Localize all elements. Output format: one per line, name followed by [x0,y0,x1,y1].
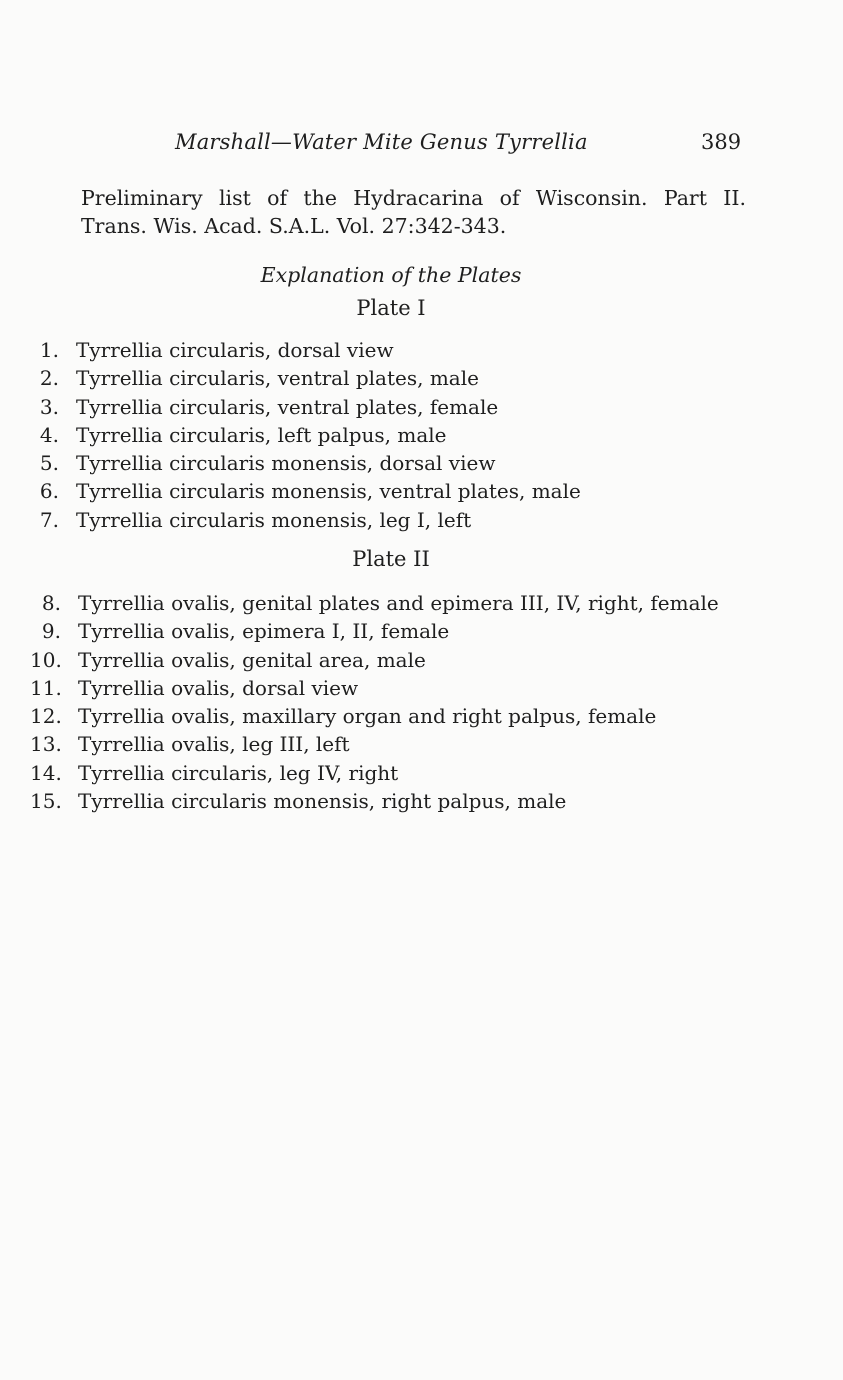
running-title: Marshall—Water Mite Genus Tyrrellia [175,130,588,154]
item-number: 4. [39,422,59,447]
reference-entry [81,184,746,240]
reference-line-2: Trans. Wis. Acad. S.A.L. Vol. 27:342-343. [81,214,507,238]
list-item [30,506,750,534]
section-title: Explanation of the Plates [260,263,522,287]
item-text: Tyrrellia ovalis, leg III, left [78,732,350,757]
list-item [30,759,750,787]
list-item [30,393,750,421]
item-number: 11. [30,675,62,700]
item-text: Tyrrellia ovalis, dorsal view [78,675,359,700]
item-number: 1. [39,338,59,362]
item-text: Tyrrellia circularis, dorsal view [76,338,394,362]
list-item [30,646,750,674]
item-text: Tyrrellia circularis, ventral plates, female [76,394,499,419]
plate-heading-2: Plate II [352,547,430,571]
item-number: 5. [39,451,59,476]
item-text: Tyrrellia circularis monensis, ventral plates, male [76,479,581,504]
item-number: 14. [30,760,62,785]
item-text: Tyrrellia circularis monensis, dorsal view [76,451,496,476]
item-number: 9. [41,619,61,644]
list-item [30,702,750,730]
item-text: Tyrrellia circularis, ventral plates, male [76,366,479,391]
plate-heading-1: Plate I [356,296,426,320]
item-text: Tyrrellia ovalis, epimera I, II, female [78,619,450,644]
item-text: Tyrrellia circularis monensis, right palpus, male [78,789,567,814]
item-number: 2. [39,366,59,391]
list-item [30,364,750,392]
list-item [30,589,750,617]
plate-1-list [30,336,750,534]
item-text: Tyrrellia ovalis, genital plates and epimera III, IV, right, female [78,591,719,615]
reference-line-1: Preliminary list of the Hydracarina of Wisconsin. Part II. [81,186,746,210]
item-number: 6. [39,479,59,504]
list-item [30,449,750,477]
item-text: Tyrrellia circularis, leg IV, right [78,760,399,785]
item-text: Tyrrellia ovalis, maxillary organ and right palpus, female [78,704,657,729]
list-item [30,421,750,449]
item-number: 10. [30,647,62,672]
item-number: 13. [30,732,62,757]
item-text: Tyrrellia circularis monensis, leg I, left [76,507,472,532]
plate-2-list [30,589,750,815]
list-item [30,787,750,815]
list-item [30,730,750,758]
item-number: 3. [39,394,59,419]
item-number: 7. [39,507,59,532]
list-item [30,674,750,702]
item-number: 8. [41,591,61,615]
item-number: 12. [30,704,62,729]
list-item [30,336,750,364]
list-item [30,617,750,645]
page-number: 389 [701,130,742,154]
list-item [30,477,750,505]
item-text: Tyrrellia ovalis, genital area, male [78,647,426,672]
item-number: 15. [30,789,62,814]
item-text: Tyrrellia circularis, left palpus, male [76,422,447,447]
